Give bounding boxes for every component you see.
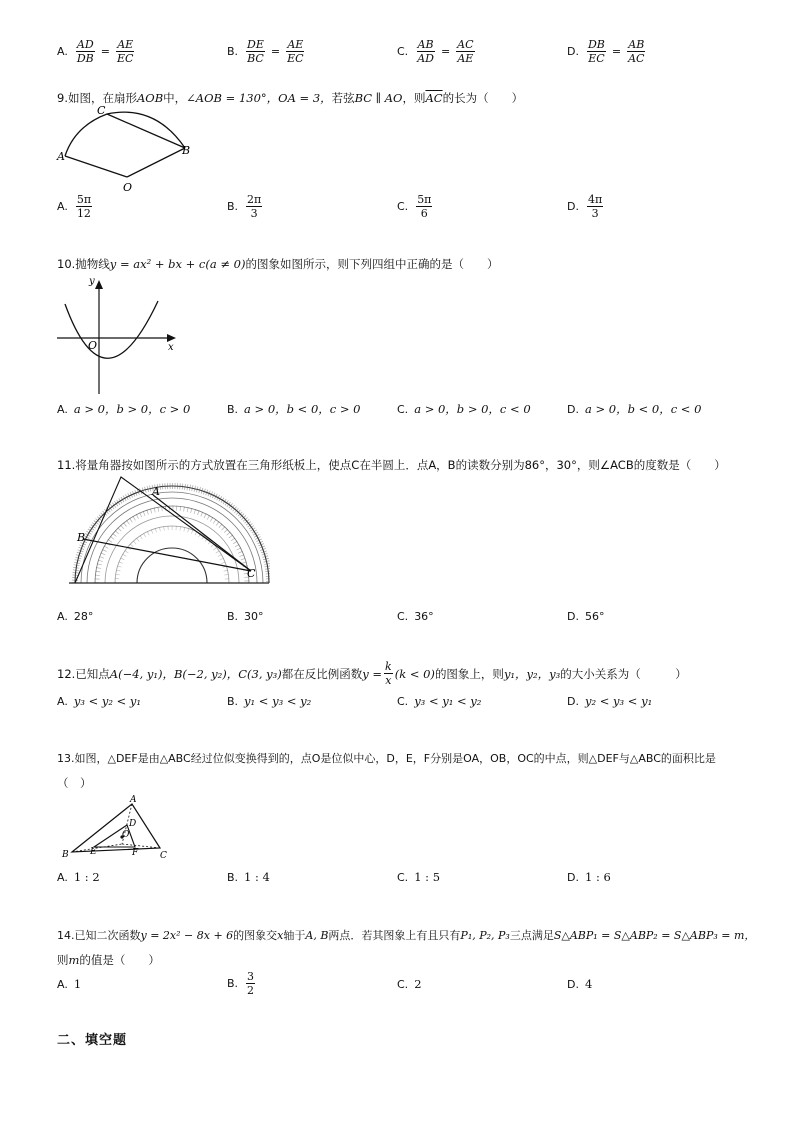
equals-sign: =: [100, 45, 110, 58]
stem-math: m: [68, 953, 80, 967]
stem-math: (k < 0): [394, 666, 435, 681]
q14-stem-line2: [57, 952, 160, 968]
option-label: B.: [227, 402, 239, 416]
denominator: AD: [417, 52, 434, 65]
chord-bc: [107, 114, 185, 148]
q12-option-d[interactable]: [567, 694, 652, 708]
q14-option-d[interactable]: [567, 977, 592, 991]
denominator: 3: [591, 207, 599, 220]
q11-stem: 11.将量角器按如图所示的方式放置在三角形纸板上，使点C在半圆上．点A，B的读数分别为86°，30°，则∠ACB的度数是（ ）: [57, 458, 726, 472]
label-b: B: [77, 531, 86, 544]
q11-option-c[interactable]: [397, 610, 434, 623]
numerator: AB: [628, 38, 645, 51]
fraction-left: [76, 38, 95, 65]
option-text: a > 0，b < 0，c > 0: [244, 402, 361, 416]
stem-math: y =: [362, 666, 383, 681]
label-b: B: [62, 850, 69, 860]
option-label: A.: [57, 694, 68, 708]
option-label: B.: [227, 610, 239, 623]
stem-text: 都在反比例函数: [281, 666, 363, 681]
denominator: AC: [628, 52, 645, 65]
option-text: y₂ < y₃ < y₁: [584, 694, 653, 708]
option-text: 4: [584, 977, 593, 991]
option-text: y₁ < y₃ < y₂: [244, 694, 312, 708]
fraction-right: [627, 38, 645, 65]
q12-option-b[interactable]: [227, 694, 311, 708]
option-label: C.: [397, 977, 409, 991]
fraction: [416, 193, 432, 220]
q11-option-d[interactable]: [567, 610, 604, 623]
denominator: 3: [250, 207, 258, 220]
denominator: 12: [76, 207, 91, 220]
label-a: A: [152, 485, 160, 498]
label-d: D: [129, 819, 137, 829]
fraction-left: [587, 38, 606, 65]
option-label: D.: [567, 200, 579, 213]
option-label: A.: [57, 402, 68, 416]
q13-option-d[interactable]: [567, 870, 611, 884]
q9-option-a[interactable]: [57, 193, 94, 220]
option-text: 28°: [73, 610, 94, 623]
segment-ob: [127, 148, 185, 177]
stem-math-arc: $\overline{AC}$: [425, 91, 443, 105]
fraction: [587, 193, 603, 220]
q8-option-c[interactable]: [397, 38, 477, 65]
option-label: A.: [57, 610, 68, 623]
q9-option-d[interactable]: [567, 193, 605, 220]
stem-math: ∠AOB = 130°，OA = 3，: [186, 91, 332, 105]
stem-text: 的大小关系为（ ）: [560, 666, 687, 681]
stem-math: S△ABP₁ = S△ABP₂ = S△ABP₃ = m，: [553, 929, 756, 942]
label-o: O: [123, 181, 133, 194]
sector-figure: [55, 104, 200, 196]
numerator: AE: [117, 38, 134, 51]
stem-text: 三点满足: [509, 929, 554, 942]
option-text: 1 : 2: [73, 870, 100, 884]
q13-stem-line2: （ ）: [57, 776, 92, 790]
stem-text: ，则: [402, 91, 426, 105]
fraction-right: [456, 38, 474, 65]
option-text: y₃ < y₁ < y₂: [414, 694, 482, 708]
label-a: A: [130, 795, 137, 805]
denominator: EC: [287, 52, 304, 65]
equals-sign: =: [440, 45, 451, 58]
fraction: [76, 193, 92, 220]
option-label: A.: [57, 45, 68, 58]
stem-text: 的长为（ ）: [442, 91, 524, 105]
protractor-inner-arc: [137, 548, 207, 583]
option-text: 1: [73, 977, 82, 991]
option-label: D.: [567, 610, 579, 623]
stem-text: 则: [57, 953, 69, 967]
option-label: C.: [397, 200, 409, 213]
option-label: B.: [227, 45, 239, 58]
q13-stem-line1: 13.如图，△DEF是由△ABC经过位似变换得到的，点O是位似中心，D，E，F分别是OA，OB，OC的中点，则△DEF与△ABC的面积比是: [57, 752, 716, 765]
option-label: D.: [567, 870, 579, 884]
stem-text: 12.已知点: [57, 666, 110, 681]
q10-option-c[interactable]: [397, 401, 531, 417]
segment-ac: [153, 495, 251, 571]
q10-option-b[interactable]: [227, 401, 361, 417]
q10-option-a[interactable]: [57, 401, 190, 417]
parabola-curve: [65, 301, 158, 358]
numerator: 5π: [417, 193, 432, 206]
stem-text: 的图象交: [233, 929, 278, 942]
option-label: C.: [397, 694, 409, 708]
stem-text: 的值是（ ）: [79, 953, 160, 967]
stem-text: 14.已知二次函数: [57, 929, 141, 942]
numerator: 4π: [587, 193, 603, 206]
label-a: A: [57, 150, 65, 163]
label-o: O: [122, 830, 130, 840]
q13-option-c[interactable]: [397, 870, 440, 884]
numerator: k: [385, 660, 392, 673]
label-c: C: [247, 567, 256, 580]
option-label: A.: [57, 977, 68, 991]
label-x: x: [168, 342, 174, 353]
denominator: 2: [247, 984, 255, 997]
stem-math: y = 2x² − 8x + 6: [140, 929, 234, 942]
q12-option-c[interactable]: [397, 694, 481, 708]
option-text: 30°: [244, 610, 264, 623]
stem-text: 的图象上，则: [434, 666, 504, 681]
option-text: 1 : 4: [244, 870, 270, 884]
numerator: 3: [247, 970, 255, 983]
fraction-right: [286, 38, 304, 65]
option-text: a > 0，b > 0，c > 0: [73, 402, 191, 416]
q11-option-b[interactable]: [227, 610, 264, 623]
denominator: DB: [76, 52, 94, 65]
segment-bc: [83, 539, 251, 571]
label-c: C: [97, 104, 106, 117]
denominator: x: [385, 674, 392, 687]
stem-text: 轴于: [283, 929, 306, 942]
fraction-right: [116, 38, 134, 65]
q9-option-b[interactable]: [227, 193, 264, 220]
section-title: 二、填空题: [57, 1033, 128, 1048]
q14-option-b[interactable]: [227, 970, 257, 997]
fraction: [246, 193, 262, 220]
stem-math: P₁, P₂, P₃: [460, 929, 510, 942]
option-label: D.: [567, 977, 579, 991]
stem-text: 9.如图，在扇形: [57, 91, 137, 105]
stem-math: x: [277, 929, 284, 942]
segment-oa: [65, 156, 127, 177]
equals-sign: =: [611, 45, 622, 58]
denominator: EC: [116, 52, 134, 65]
fraction-left: [416, 38, 435, 65]
stem-text: 两点．若其图象上有且只有: [328, 929, 461, 942]
denominator: EC: [588, 52, 605, 65]
option-label: B.: [227, 977, 239, 990]
numerator: 5π: [76, 193, 92, 206]
option-label: D.: [567, 694, 579, 708]
stem-math: y = ax² + bx + c(a ≠ 0): [109, 257, 246, 271]
q8-option-a[interactable]: [57, 38, 136, 65]
y-axis-arrow-icon: [95, 280, 103, 289]
stem-text: 的图象如图所示，则下列四组中正确的是（ ）: [245, 257, 499, 271]
option-text: y₃ < y₂ < y₁: [73, 694, 142, 708]
numerator: AC: [457, 38, 474, 51]
q11-option-a[interactable]: [57, 610, 93, 623]
option-label: B.: [227, 694, 239, 708]
option-label: D.: [567, 402, 579, 416]
stem-text: 10.抛物线: [57, 257, 110, 271]
q12-option-a[interactable]: [57, 694, 141, 708]
option-label: B.: [227, 200, 239, 213]
x-axis-arrow-icon: [167, 334, 176, 342]
fraction-k-over-x: [384, 660, 393, 687]
numerator: AB: [417, 38, 434, 51]
parabola-figure: [55, 274, 180, 398]
label-c: C: [160, 851, 167, 861]
equals-sign: =: [270, 45, 281, 58]
label-f: F: [132, 848, 139, 858]
stem-math: A, B: [305, 929, 329, 942]
denominator: 6: [420, 207, 428, 220]
stem-text: 若弦: [331, 91, 355, 105]
label-e: E: [90, 847, 97, 857]
stem-math: AOB: [136, 91, 164, 105]
stem-text: 中，: [163, 91, 187, 105]
numerator: 2π: [247, 193, 262, 206]
label-origin: O: [88, 339, 98, 352]
option-label: D.: [567, 45, 579, 58]
numerator: AD: [76, 38, 94, 51]
option-text: a > 0，b > 0，c < 0: [414, 402, 531, 416]
numerator: AE: [287, 38, 304, 51]
stem-math: y₁，y₂，y₃: [503, 666, 561, 681]
option-label: A.: [57, 200, 68, 213]
label-y: y: [89, 276, 95, 287]
stem-math: BC ∥ AO: [354, 91, 403, 105]
q10-option-d[interactable]: [567, 401, 701, 417]
q10-stem: [57, 256, 498, 272]
numerator: DE: [247, 38, 264, 51]
similarity-figure: [57, 792, 172, 864]
arc-curve: [65, 112, 185, 156]
option-text: 56°: [584, 610, 605, 623]
option-label: B.: [227, 870, 239, 884]
option-label: A.: [57, 870, 68, 884]
q14-option-a[interactable]: [57, 977, 81, 991]
option-text: 2: [414, 977, 422, 991]
denominator: BC: [247, 52, 264, 65]
q14-option-c[interactable]: [397, 977, 422, 991]
option-label: C.: [397, 870, 409, 884]
q8-option-d[interactable]: [567, 38, 647, 65]
protractor-figure: [55, 473, 270, 593]
q8-option-b[interactable]: [227, 38, 307, 65]
fraction-left: [246, 38, 265, 65]
option-text: 1 : 5: [414, 870, 441, 884]
q14-stem-line1: [57, 927, 755, 943]
q9-option-c[interactable]: [397, 193, 434, 220]
numerator: DB: [587, 38, 605, 51]
q12-stem: [57, 660, 687, 687]
option-text: 36°: [414, 610, 434, 623]
option-text: a > 0，b < 0，c < 0: [584, 402, 702, 416]
option-label: C.: [397, 402, 409, 416]
protractor-arc: [115, 526, 229, 583]
option-text: 1 : 6: [584, 870, 611, 884]
q13-option-a[interactable]: [57, 870, 100, 884]
denominator: AE: [457, 52, 474, 65]
stem-math: A(−4, y₁)，B(−2, y₂)，C(3, y₃): [109, 666, 282, 681]
fraction: [246, 970, 255, 997]
option-label: C.: [397, 610, 409, 623]
option-label: C.: [397, 45, 409, 58]
q13-option-b[interactable]: [227, 870, 270, 884]
label-b: B: [182, 144, 191, 157]
